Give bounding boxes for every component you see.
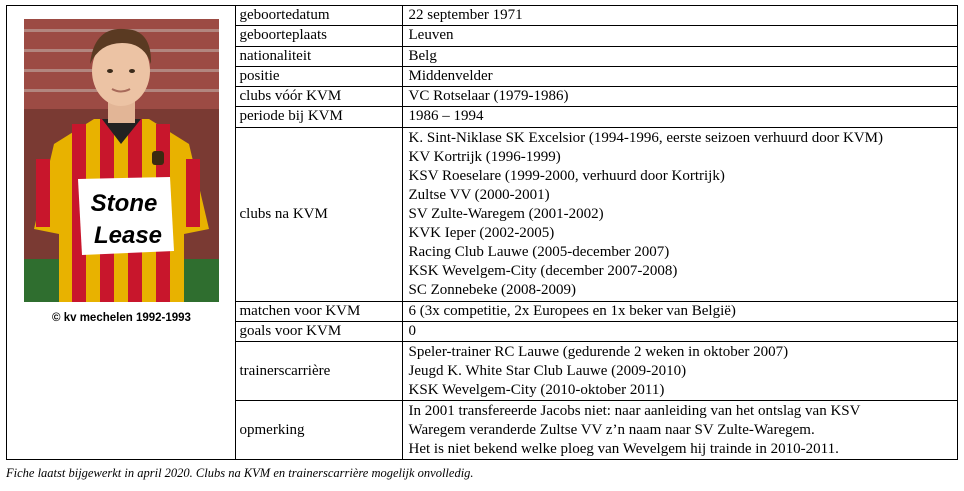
row-value-line: Waregem veranderde Zultse VV z’n naam naar SV Zulte-Waregem.	[408, 421, 815, 438]
player-photo	[24, 19, 219, 302]
row-value-line: 1986 – 1994	[408, 108, 484, 125]
row-value-line: Middenvelder	[408, 67, 493, 84]
row-label: geboortedatum	[236, 6, 403, 26]
row-value-line: VC Rotselaar (1979-1986)	[408, 88, 569, 105]
row-value	[402, 107, 957, 127]
info-row	[236, 301, 957, 321]
row-value-line: KV Kortrijk (1996-1999)	[408, 148, 561, 165]
info-table	[236, 6, 957, 459]
row-value	[402, 87, 957, 107]
row-value-line: KVK Ieper (2002-2005)	[408, 224, 555, 241]
row-value-line: Jeugd K. White Star Club Lauwe (2009-2010)	[408, 362, 687, 379]
row-value	[402, 66, 957, 86]
info-row	[236, 322, 957, 342]
row-value-line: 0	[408, 323, 417, 340]
row-label: opmerking	[236, 401, 403, 459]
row-label: periode bij KVM	[236, 107, 403, 127]
info-row	[236, 46, 957, 66]
row-label: clubs na KVM	[236, 127, 403, 301]
row-value	[402, 127, 957, 301]
row-label: matchen voor KVM	[236, 301, 403, 321]
sponsor-text-line2: Lease	[93, 222, 163, 249]
row-value	[402, 6, 957, 26]
row-value	[402, 322, 957, 342]
footnote: Fiche laatst bijgewerkt in april 2020. Clubs na KVM en trainerscarrière mogelijk onvolledig.	[6, 466, 474, 480]
row-value	[402, 46, 957, 66]
row-value-line: 6 (3x competitie, 2x Europees en 1x beker van België)	[408, 303, 736, 319]
info-row	[236, 26, 957, 46]
row-value-line: Leuven	[408, 27, 454, 44]
info-row	[236, 66, 957, 86]
photo-cell	[7, 6, 236, 459]
row-label: positie	[236, 66, 403, 86]
sponsor-text-line1: Stone	[90, 190, 158, 217]
info-row	[236, 6, 957, 26]
row-value-line: SC Zonnebeke (2008-2009)	[408, 281, 576, 298]
row-value-line: Speler-trainer RC Lauwe (gedurende 2 weken in oktober 2007)	[408, 343, 789, 360]
info-row	[236, 107, 957, 127]
row-value-line: KSV Roeselare (1999-2000, verhuurd door Kortrijk)	[408, 167, 725, 184]
row-value-line: 22 september 1971	[408, 7, 523, 24]
info-row	[236, 401, 957, 459]
row-label: geboorteplaats	[236, 26, 403, 46]
row-value-line: SV Zulte-Waregem (2001-2002)	[408, 205, 604, 222]
info-row	[236, 127, 957, 301]
row-value	[402, 26, 957, 46]
player-fiche	[6, 5, 958, 460]
info-row	[236, 342, 957, 401]
photo-credit: © kv mechelen 1992-1993	[52, 312, 191, 324]
row-label: nationaliteit	[236, 46, 403, 66]
info-row	[236, 87, 957, 107]
row-value	[402, 301, 957, 321]
row-value-line: In 2001 transfereerde Jacobs niet: naar aanleiding van het ontslag van KSV	[408, 402, 861, 419]
row-value-line: KSK Wevelgem-City (2010-oktober 2011)	[408, 381, 665, 398]
player-photo-illustration	[24, 19, 219, 302]
row-value-line: Het is niet bekend welke ploeg van Wevelgem hij trainde in 2010-2011.	[408, 440, 839, 457]
row-value-line: K. Sint-Niklase SK Excelsior (1994-1996, eerste seizoen verhuurd door KVM)	[408, 129, 883, 146]
row-value	[402, 401, 957, 459]
row-value	[402, 342, 957, 401]
row-value-line: KSK Wevelgem-City (december 2007-2008)	[408, 262, 678, 279]
row-label: trainerscarrière	[236, 342, 403, 401]
row-value-line: Belg	[408, 47, 437, 64]
row-value-line: Zultse VV (2000-2001)	[408, 186, 550, 203]
row-label: goals voor KVM	[236, 322, 403, 342]
row-label: clubs vóór KVM	[236, 87, 403, 107]
row-value-line: Racing Club Lauwe (2005-december 2007)	[408, 243, 670, 260]
